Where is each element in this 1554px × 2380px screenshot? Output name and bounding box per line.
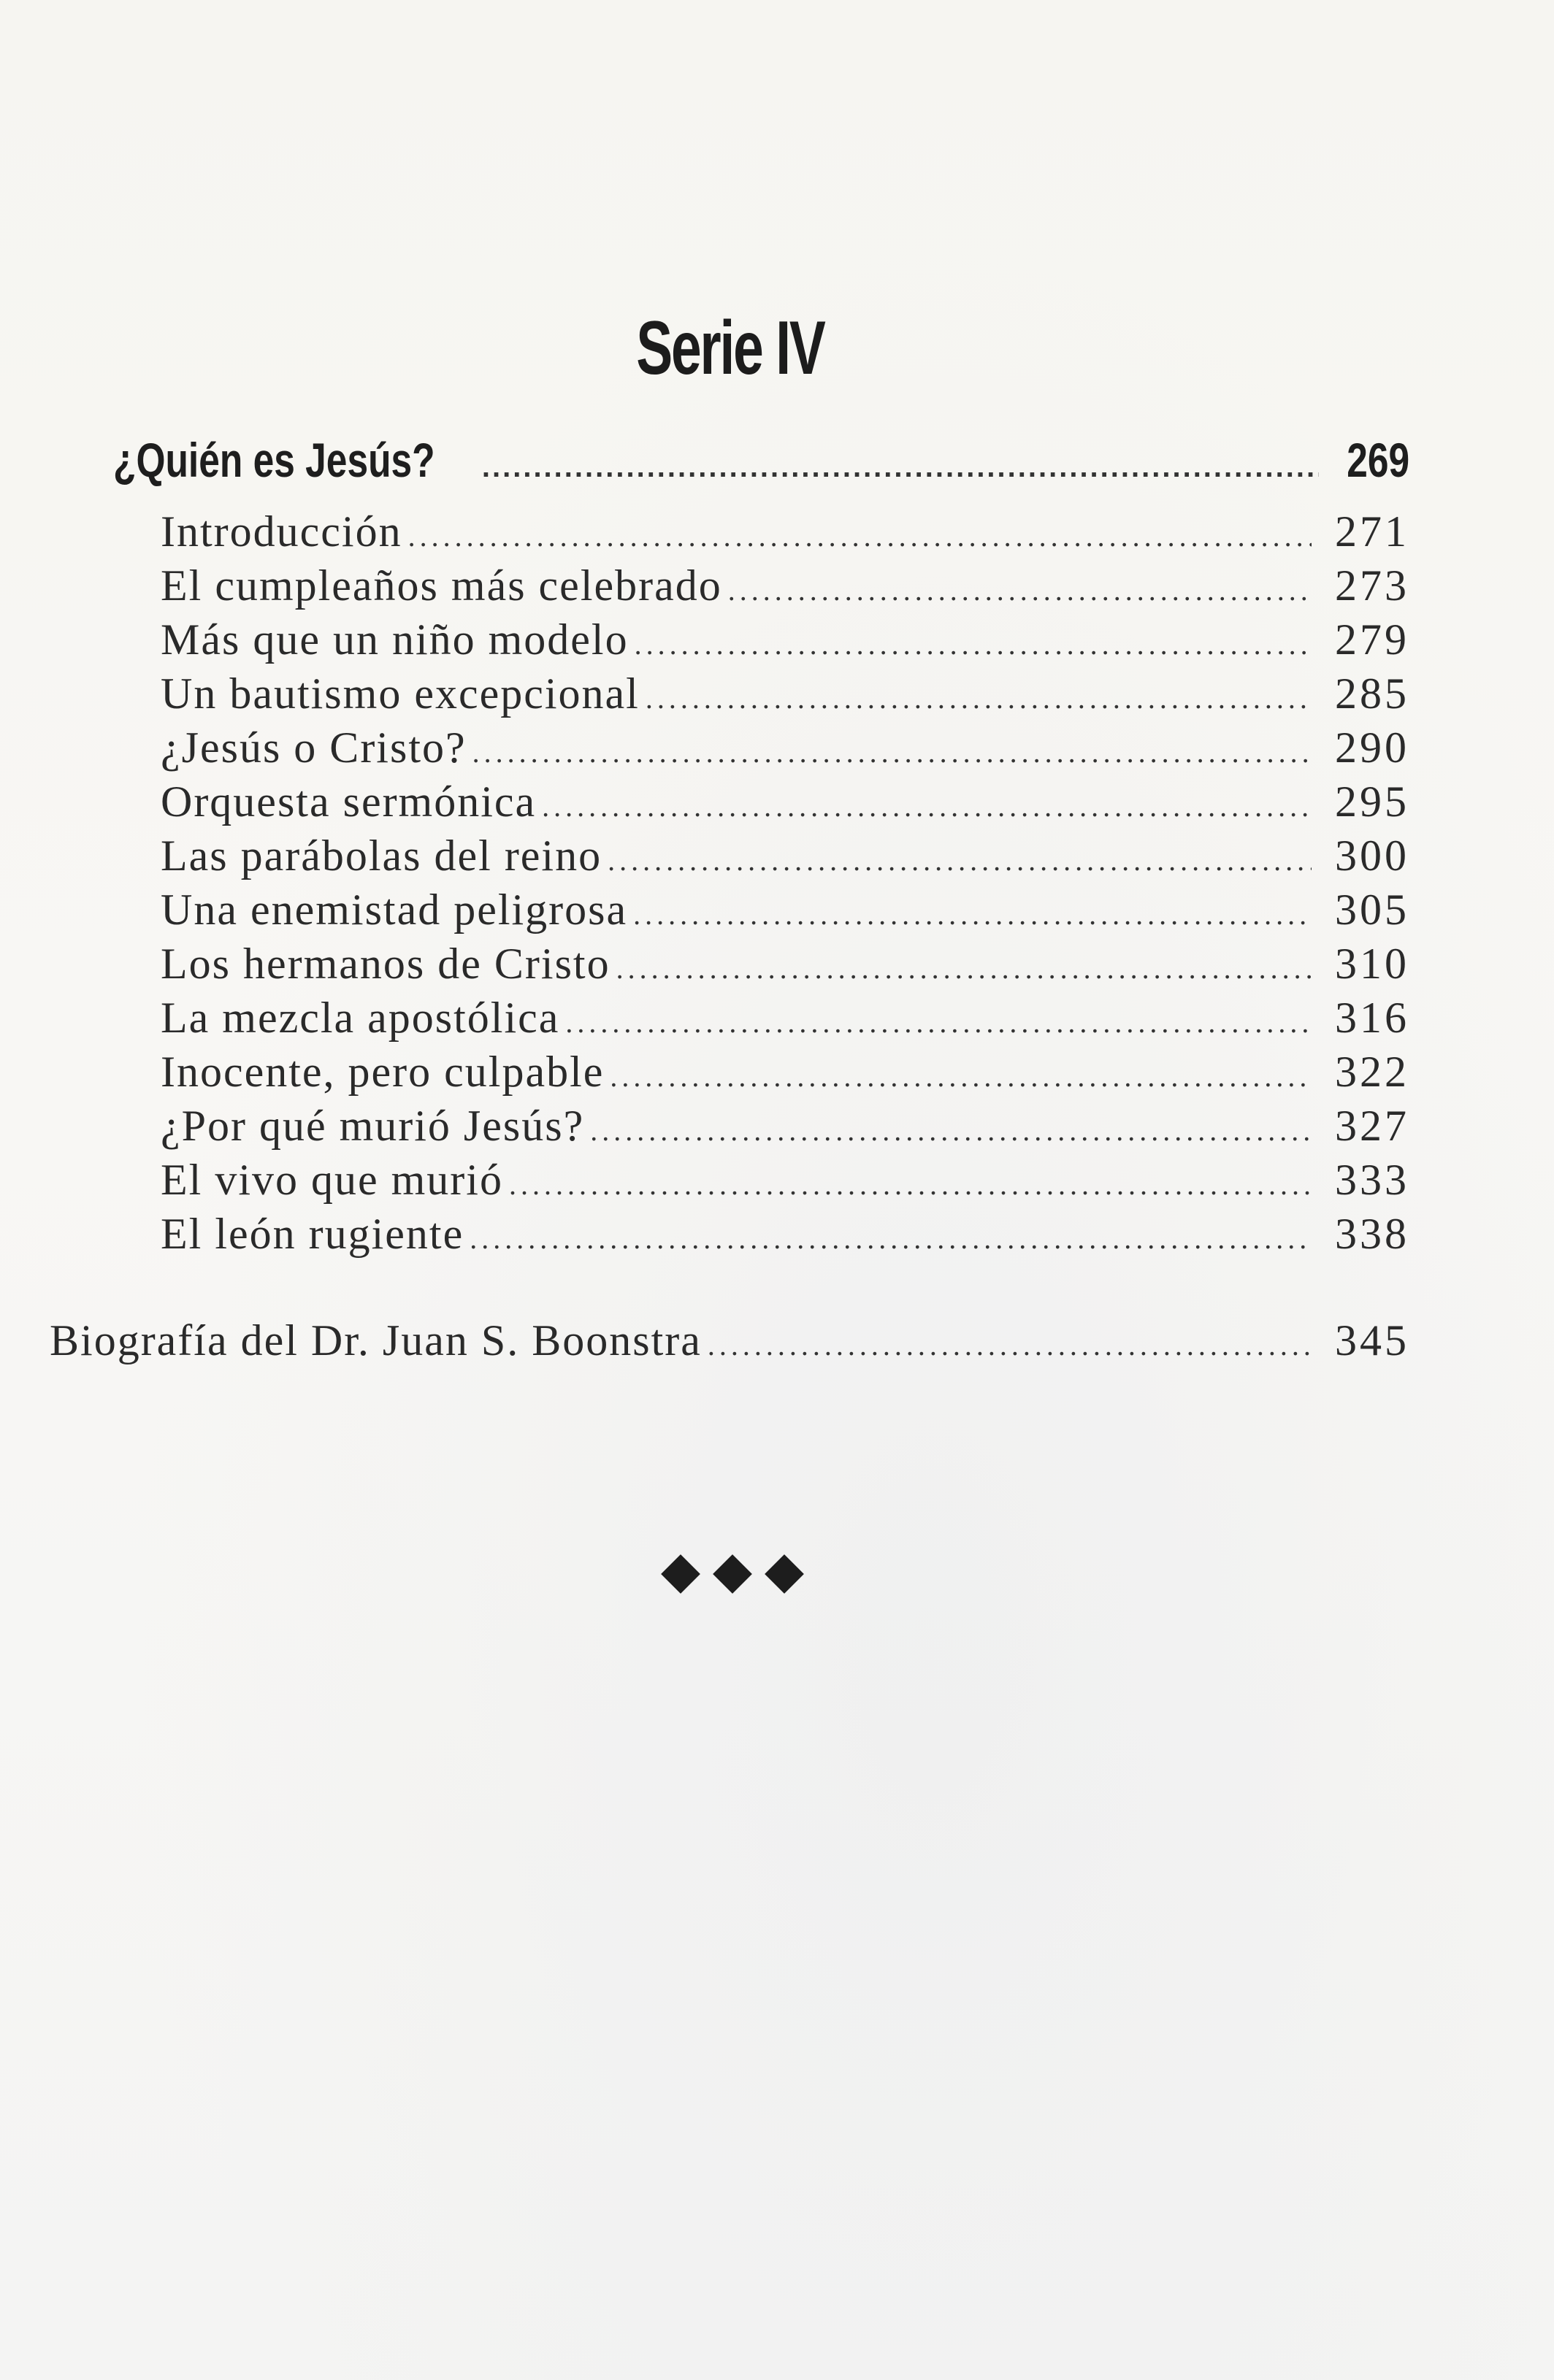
biography-title: Biografía del Dr. Juan S. Boonstra [50, 1316, 702, 1364]
biography-page-number: 345 [1335, 1316, 1409, 1364]
dot-leader [708, 1328, 1312, 1362]
chapter-title: Las parábolas del reino [161, 832, 602, 880]
toc-chapter-entry [161, 885, 1409, 935]
chapter-title: Más que un niño modelo [161, 615, 629, 664]
section-page-number: 269 [1347, 433, 1409, 487]
diamond-icon [713, 1554, 752, 1594]
chapter-page-number: 305 [1335, 886, 1409, 934]
dot-leader [509, 1167, 1312, 1202]
toc-chapter-entry [161, 1209, 1409, 1259]
dot-leader [470, 1221, 1312, 1256]
chapter-title: Los hermanos de Cristo [161, 940, 610, 988]
dot-leader [616, 951, 1312, 986]
toc-chapter-entry [161, 1047, 1409, 1097]
chapter-title: La mezcla apostólica [161, 994, 560, 1042]
chapter-page-number: 295 [1335, 778, 1409, 826]
dot-leader [635, 627, 1312, 661]
toc-chapter-entry [161, 723, 1409, 773]
series-title: Serie IV [636, 306, 824, 391]
dot-leader [610, 1059, 1312, 1094]
toc-biography-entry [50, 1316, 1409, 1366]
chapter-page-number: 322 [1335, 1048, 1409, 1096]
dot-leader [633, 897, 1312, 932]
toc-chapter-entry [161, 993, 1409, 1043]
chapter-page-number: 338 [1335, 1210, 1409, 1258]
chapter-title: El cumpleaños más celebrado [161, 561, 722, 610]
chapter-title: ¿Jesús o Cristo? [161, 723, 467, 772]
toc-chapter-entry [161, 507, 1409, 557]
toc-chapter-entry [161, 1101, 1409, 1151]
chapter-title: ¿Por qué murió Jesús? [161, 1102, 585, 1150]
dot-leader [608, 843, 1312, 878]
chapter-page-number: 273 [1335, 561, 1409, 610]
dot-leader [728, 573, 1312, 607]
chapter-page-number: 333 [1335, 1156, 1409, 1204]
dot-leader [472, 735, 1312, 769]
chapter-page-number: 316 [1335, 994, 1409, 1042]
toc-chapter-entry [161, 777, 1409, 827]
dot-leader [590, 1113, 1312, 1148]
dot-leader [408, 519, 1312, 553]
toc-chapter-entry [161, 939, 1409, 989]
chapter-title: Introducción [161, 507, 402, 556]
chapter-title: Un bautismo excepcional [161, 669, 640, 718]
chapter-page-number: 290 [1335, 723, 1409, 772]
toc-chapter-entry [161, 561, 1409, 611]
chapter-page-number: 285 [1335, 669, 1409, 718]
chapter-title: El vivo que murió [161, 1156, 503, 1204]
chapter-page-number: 279 [1335, 615, 1409, 664]
toc-chapter-entry [161, 1155, 1409, 1205]
dot-leader [646, 681, 1312, 715]
chapter-title: Orquesta sermónica [161, 778, 537, 826]
diamond-icon [765, 1554, 804, 1594]
chapter-title: El león rugiente [161, 1210, 464, 1258]
dot-leader [565, 1005, 1312, 1040]
chapter-title: Una enemistad peligrosa [161, 886, 628, 934]
chapter-title: Inocente, pero culpable [161, 1048, 605, 1096]
three-diamonds-ornament-icon [667, 1554, 798, 1594]
section-title: ¿Quién es Jesús? [113, 433, 435, 487]
toc-chapter-entry [161, 831, 1409, 881]
diamond-icon [661, 1554, 700, 1594]
chapter-page-number: 300 [1335, 832, 1409, 880]
chapter-page-number: 271 [1335, 507, 1409, 556]
dot-leader [542, 789, 1312, 824]
chapter-page-number: 310 [1335, 940, 1409, 988]
toc-chapter-entry [161, 615, 1409, 665]
toc-chapter-entry [161, 669, 1409, 719]
chapter-page-number: 327 [1335, 1102, 1409, 1150]
